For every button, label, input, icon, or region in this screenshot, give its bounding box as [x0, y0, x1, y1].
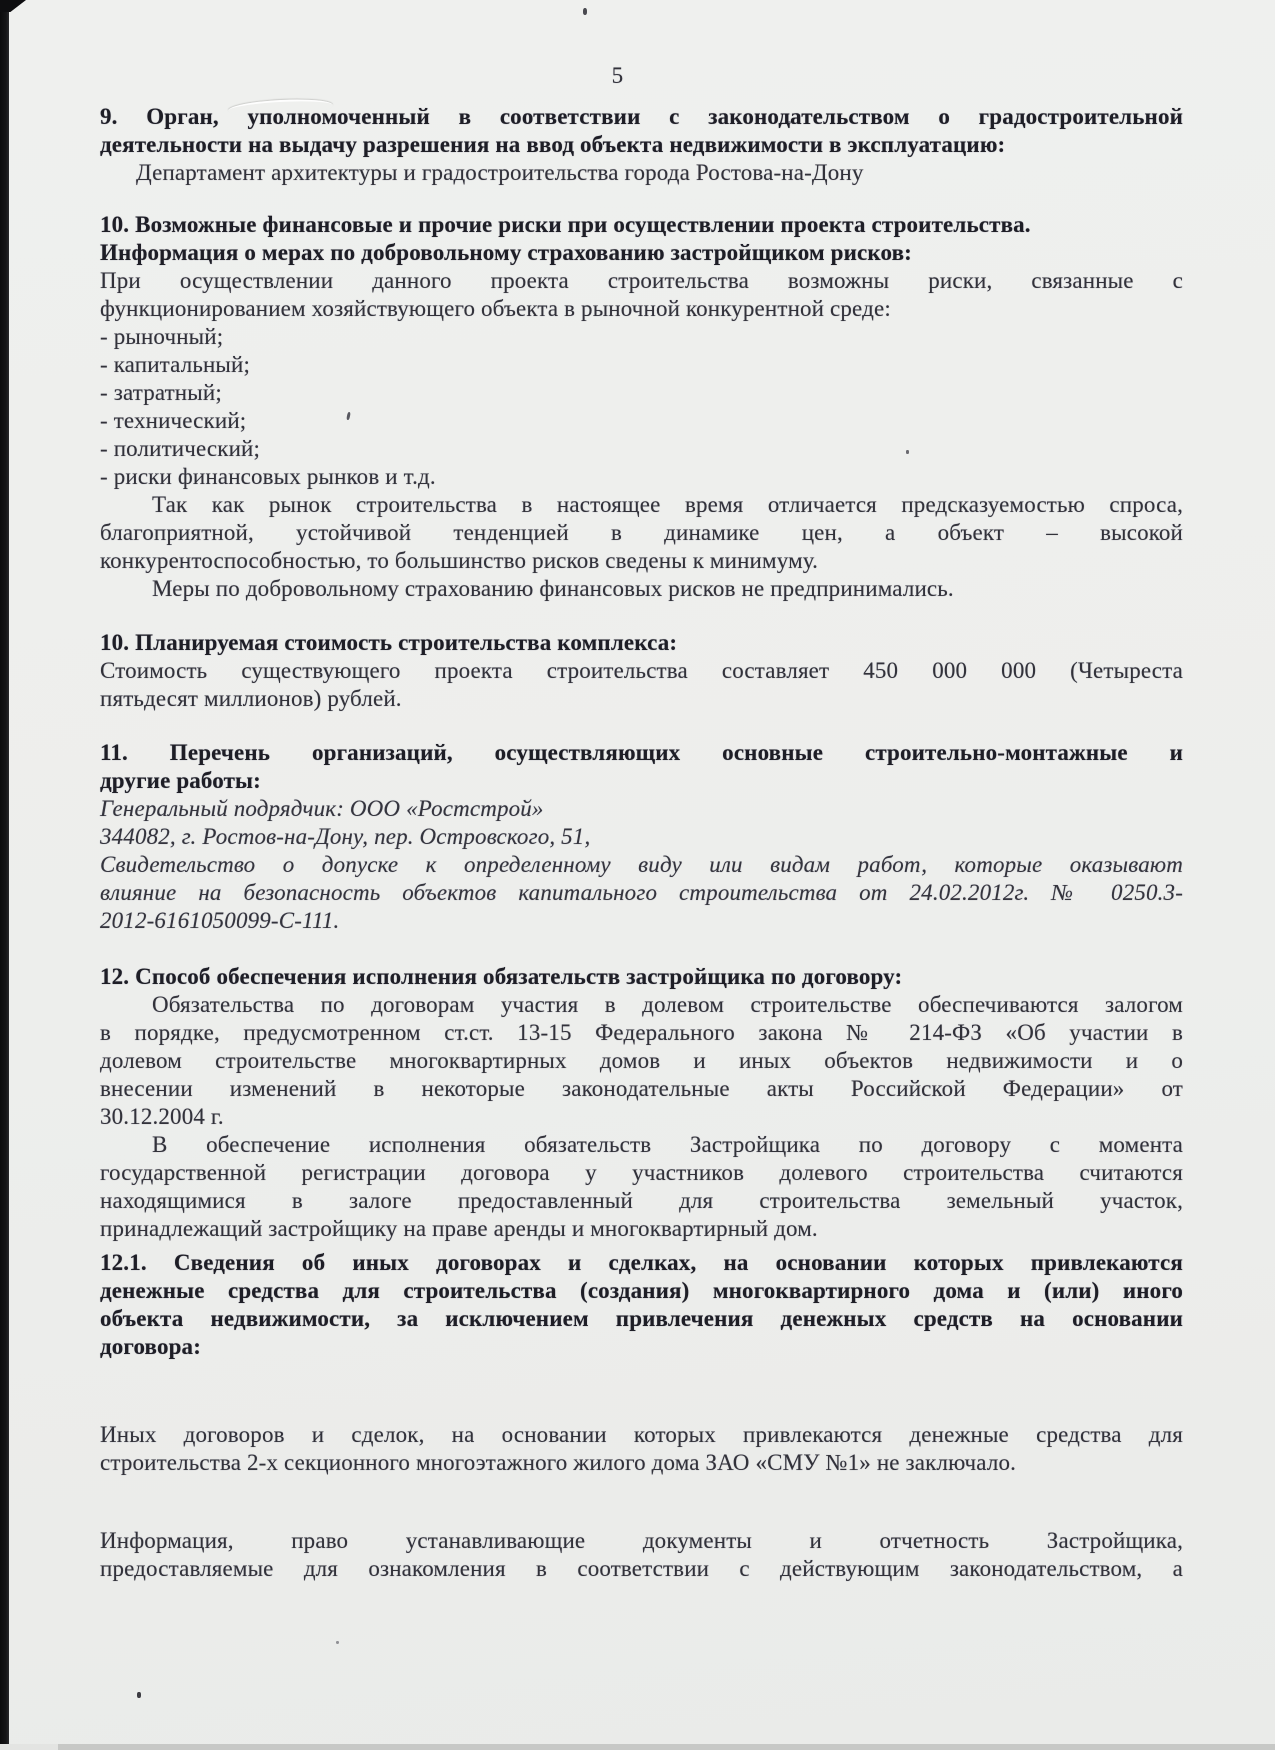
section-11-address: [100, 823, 1183, 851]
scan-edge-corner: [0, 0, 26, 12]
text-line: При осуществлении данного проекта строительства возможны риски, связанные с: [100, 268, 1183, 293]
scan-speck: [137, 1692, 141, 1698]
text-line: Информация о мерах по добровольному страхованию застройщиком рисков:: [100, 240, 912, 265]
section-10-cost-heading: [100, 629, 1183, 657]
text-line: 9. Орган, уполномоченный в соответствии с законодательством о градостроительной: [100, 104, 1183, 129]
text-line: 12. Способ обеспечения исполнения обязательств застройщика по договору:: [100, 964, 903, 989]
text-line: 344082, г. Ростов-на-Дону, пер. Островского, 51,: [100, 824, 591, 849]
document-page: [100, 0, 1183, 1583]
section-10-risks-conclusion: [100, 491, 1183, 575]
text-line: функционированием хозяйствующего объекта в рыночной конкурентной среде:: [100, 296, 891, 321]
text-line: - риски финансовых рынков и т.д.: [100, 464, 436, 489]
section-9-value: [100, 159, 1183, 187]
text-line: - капитальный;: [100, 352, 251, 377]
section-11-heading: [100, 739, 1183, 795]
section-11-contractor: [100, 795, 1183, 823]
text-line: Департамент архитектуры и градостроительства города Ростова-на-Дону: [136, 160, 864, 185]
scan-speck: [336, 1641, 339, 1644]
text-line: 11. Перечень организаций, осуществляющих основные строительно-монтажные и: [100, 740, 1183, 765]
text-line: Свидетельство о допуске к определенному виду или видам работ, которые оказывают: [100, 852, 1183, 877]
text-line: предоставляемые для ознакомления в соответствии с действующим законодательством, а: [100, 1556, 1183, 1581]
section-12-paragraph-2: [100, 1131, 1183, 1243]
text-line: Информация, право устанавливающие документы и отчетность Застройщика,: [100, 1528, 1183, 1553]
text-line: Иных договоров и сделок, на основании которых привлекаются денежные средства для: [100, 1422, 1183, 1447]
text-line: Стоимость существующего проекта строительства составляет 450 000 000 (Четыреста: [100, 658, 1183, 683]
section-12-1-heading: [100, 1249, 1183, 1361]
section-12-paragraph-1: [100, 991, 1183, 1131]
text-line: государственной регистрации договора у участников долевого строительства считаются: [100, 1160, 1183, 1185]
section-9-heading: [100, 103, 1183, 159]
scan-edge-left: [0, 0, 9, 1744]
text-line: 30.12.2004 г.: [100, 1104, 224, 1129]
text-line: благоприятной, устойчивой тенденцией в динамике цен, а объект – высокой: [100, 520, 1183, 545]
text-line: принадлежащий застройщику на праве аренды и многоквартирный дом.: [100, 1216, 818, 1241]
text-line: конкурентоспособностью, то большинство рисков сведены к минимуму.: [100, 548, 819, 573]
text-line: Так как рынок строительства в настоящее время отличается предсказуемостью спроса,: [152, 492, 1183, 517]
text-line: другие работы:: [100, 768, 261, 793]
text-line: Меры по добровольному страхованию финансовых рисков не предпринимались.: [152, 576, 954, 601]
text-line: - политический;: [100, 436, 261, 461]
text-line: - рыночный;: [100, 324, 224, 349]
text-line: Генеральный подрядчик: ООО «Ростстрой»: [100, 796, 544, 821]
text-line: пятьдесят миллионов) рублей.: [100, 686, 402, 711]
text-line: 12.1. Сведения об иных договорах и сделках, на основании которых привлекаются: [100, 1250, 1183, 1275]
text-line: долевом строительстве многоквартирных домов и иных объектов недвижимости и о: [100, 1048, 1183, 1073]
text-line: деятельности на выдачу разрешения на ввод объекта недвижимости в эксплуатацию:: [100, 132, 1006, 157]
section-10-insurance-note: [100, 575, 1183, 603]
text-line: в порядке, предусмотренном ст.ст. 13-15 Федерального закона № 214-ФЗ «Об участии в: [100, 1020, 1183, 1045]
text-line: денежные средства для строительства (создания) многоквартирного дома и (или) иного: [100, 1278, 1183, 1303]
text-line: объекта недвижимости, за исключением привлечения денежных средств на основании: [100, 1306, 1183, 1331]
section-12-1-body: [100, 1421, 1183, 1477]
risk-list: [100, 323, 1183, 491]
section-10-risks-heading: [100, 211, 1183, 267]
text-line: внесении изменений в некоторые законодательные акты Российской Федерации» от: [100, 1076, 1183, 1101]
text-line: влияние на безопасность объектов капитального строительства от 24.02.2012г. № 0250.3-: [100, 880, 1183, 905]
section-11-certificate: [100, 851, 1183, 935]
scan-edge-bottom-light: [0, 1744, 58, 1750]
page-number: 5: [611, 63, 624, 88]
scan-edge-bottom: [0, 1744, 1275, 1750]
text-line: В обеспечение исполнения обязательств Застройщика по договору с момента: [152, 1132, 1183, 1157]
text-line: 10. Возможные финансовые и прочие риски при осуществлении проекта строительства.: [100, 212, 1031, 237]
text-line: 10. Планируемая стоимость строительства комплекса:: [100, 630, 678, 655]
text-line: 2012-6161050099-С-111.: [100, 908, 340, 933]
section-10-cost-body: [100, 657, 1183, 713]
text-line: договора:: [100, 1334, 201, 1359]
section-10-risks-intro: [100, 267, 1183, 323]
text-line: строительства 2-х секционного многоэтажного жилого дома ЗАО «СМУ №1» не заключало.: [100, 1450, 1017, 1475]
section-12-1-info: [100, 1527, 1183, 1583]
section-12-heading: [100, 963, 1183, 991]
text-line: - затратный;: [100, 380, 222, 405]
text-line: Обязательства по договорам участия в долевом строительстве обеспечиваются залогом: [152, 992, 1183, 1017]
text-line: - технический;: [100, 408, 247, 433]
text-line: находящимися в залоге предоставленный для строительства земельный участок,: [100, 1188, 1183, 1213]
